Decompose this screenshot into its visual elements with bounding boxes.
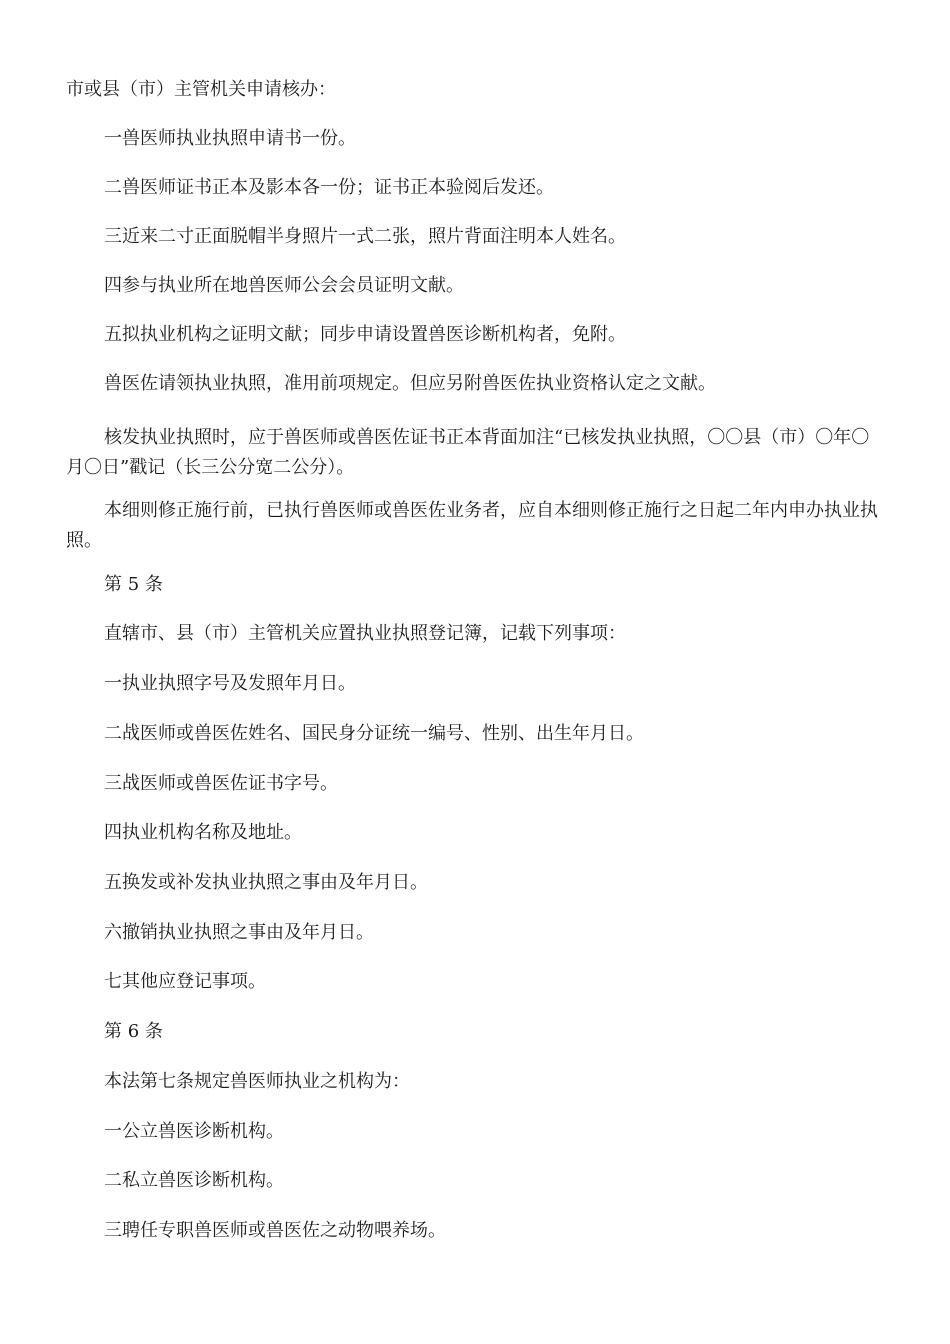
list-item: 六撤销执业执照之事由及年月日。: [104, 922, 374, 943]
article-heading: 第 5 条: [104, 574, 163, 595]
list-item: 二战医师或兽医佐姓名、国民身分证统一编号、性别、出生年月日。: [104, 723, 644, 744]
list-item: 二兽医师证书正本及影本各一份；证书正本验阅后发还。: [104, 177, 554, 198]
list-item: 一公立兽医诊断机构。: [104, 1121, 284, 1142]
body-paragraph: 兽医佐请领执业执照，准用前项规定。但应另附兽医佐执业资格认定之文献。: [104, 373, 716, 394]
body-paragraph: 核发执业执照时，应于兽医师或兽医佐证书正本背面加注“已核发执业执照，〇〇县（市）〇年〇月〇日”戳记（长三公分宽二公分）。: [66, 427, 870, 478]
article-heading: 第 6 条: [104, 1021, 163, 1042]
list-item: 三近来二寸正面脱帽半身照片一式二张，照片背面注明本人姓名。: [104, 226, 626, 247]
list-item: 三聘任专职兽医师或兽医佐之动物喂养场。: [104, 1220, 446, 1241]
list-item: 四参与执业所在地兽医师公会会员证明文献。: [104, 275, 464, 296]
list-item: 五拟执业机构之证明文献；同步申请设置兽医诊断机构者，免附。: [104, 324, 626, 345]
list-item: 四执业机构名称及地址。: [104, 822, 302, 843]
list-item: 一执业执照字号及发照年月日。: [104, 673, 356, 694]
body-paragraph: 本细则修正施行前，已执行兽医师或兽医佐业务者，应自本细则修正施行之日起二年内申办执业执照。: [66, 500, 878, 551]
list-item: 七其他应登记事项。: [104, 971, 266, 992]
paragraph-continuation: 市或县（市）主管机关申请核办：: [66, 79, 336, 100]
list-item: 五换发或补发执业执照之事由及年月日。: [104, 872, 428, 893]
list-item: 二私立兽医诊断机构。: [104, 1170, 284, 1191]
body-paragraph: 直辖市、县（市）主管机关应置执业执照登记簿，记载下列事项：: [104, 623, 626, 644]
list-item: 三战医师或兽医佐证书字号。: [104, 773, 338, 794]
body-paragraph: 本法第七条规定兽医师执业之机构为：: [104, 1071, 410, 1092]
list-item: 一兽医师执业执照申请书一份。: [104, 128, 356, 149]
